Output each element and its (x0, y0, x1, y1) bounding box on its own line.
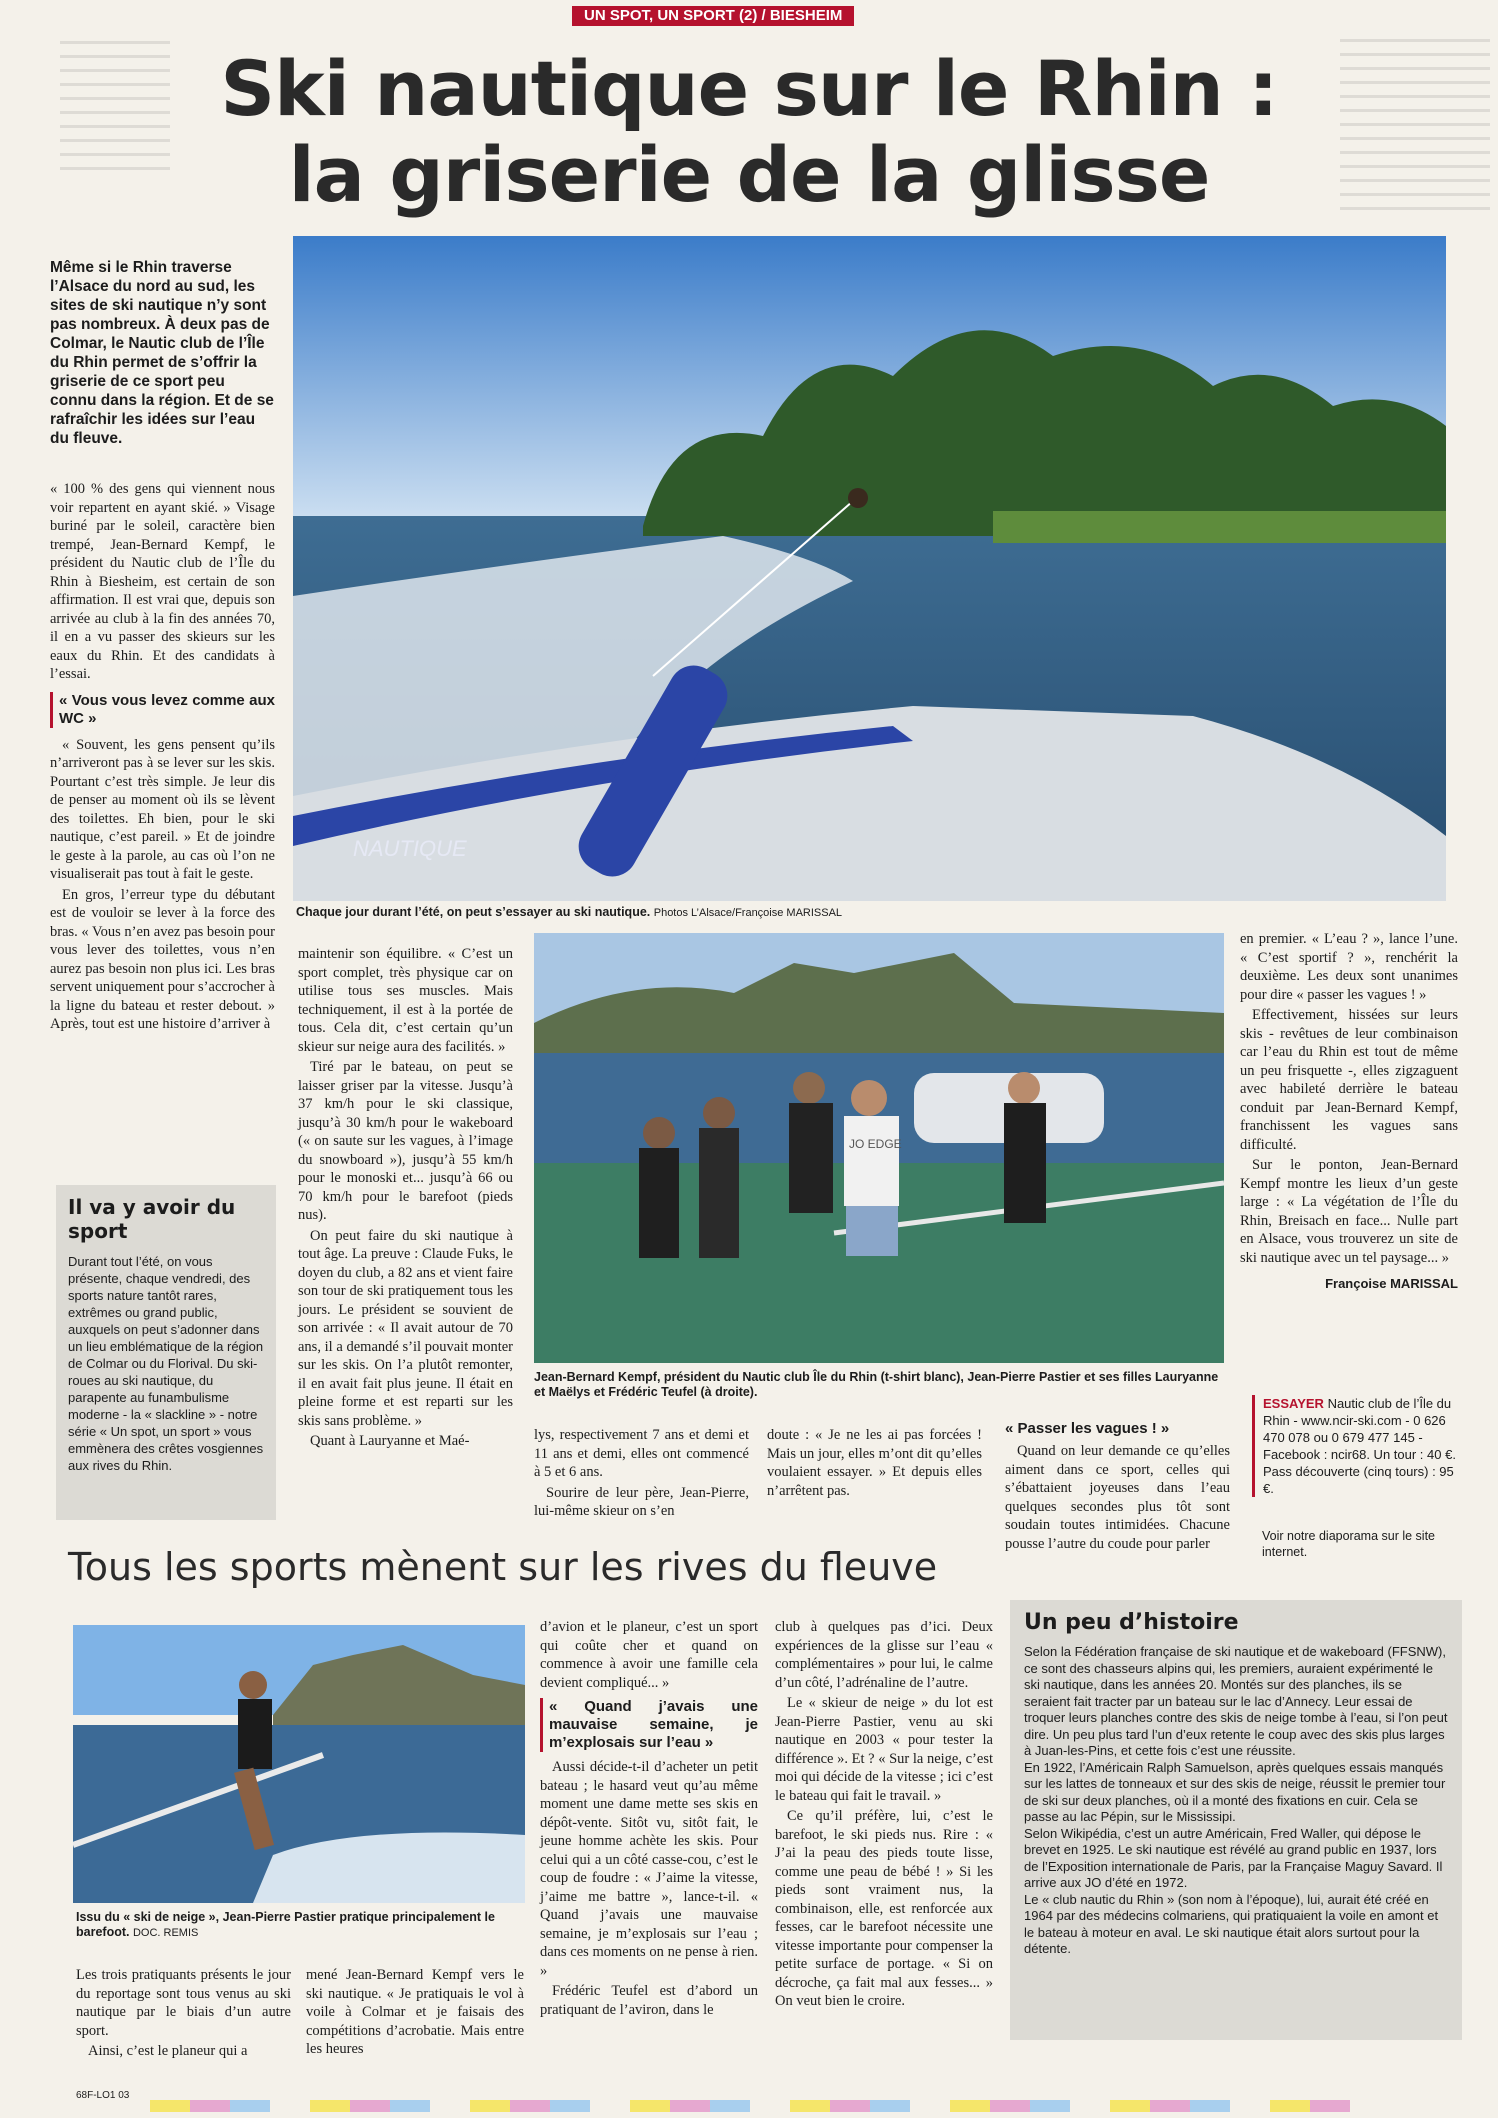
column-4 (767, 1426, 982, 1502)
col2-paragraph-1: maintenir son équilibre. « C’est un sport complet, très physique car on utilise tous ses muscles. Mais techniquement, il est à la portée de tous. Cela dit, c’est certain qu’un skieur sur neige aura des facilités. » (298, 946, 513, 1055)
section2-column-1 (76, 1966, 291, 2063)
headline-line-2: la griserie de la glisse (288, 130, 1210, 219)
column-2 (298, 945, 513, 1453)
col2-paragraph-4: Quant à Lauryanne et Maé- (310, 1433, 470, 1449)
history-paragraph-2: En 1922, l’Américain Ralph Samuelson, après quelques essais manqués sur les lattes de tonneaux et sur des skis de neige, réussit le premier tour de ski sur deux planches, où il a monté des fixations en cuir. Cela se passe au lac Pépin, sur le Mississipi. (1024, 1759, 1446, 1824)
photo1-credit: Photos L’Alsace/Françoise MARISSAL (653, 907, 843, 919)
history-paragraph-4: Le « club nautic du Rhin » (son nom à l’époque), lui, aurait été créé en 1964 par des médecins colmariens, qui pratiquaient la voile en amont et le bateau à moteur en aval. Le ski nautique était alors surtout pour la détente. (1024, 1891, 1439, 1956)
essayer-box (1252, 1395, 1468, 1497)
section2-column-4 (775, 1618, 993, 2013)
photo3-credit: DOC. REMIS (132, 1927, 199, 1939)
series-box-text: Durant tout l’été, on vous présente, chaque vendredi, des sports nature tantôt rares, extrêmes ou grand public, auxquels on peut s’adonner dans un lieu emblématique de la région de Colmar ou du Florival. Du ski-roues au ski nautique, du parapente au funambulisme moderne - la « slackline » - notre série « Un spot, un sport » vous emmènera des crêtes vosgiennes aux rives du Rhin. (68, 1254, 264, 1473)
color-calibration-strip (150, 2100, 1350, 2112)
skier-figure (848, 488, 868, 508)
col1-subheading: « Vous vous levez comme aux WC » (50, 692, 275, 728)
footer-code: 68F-LO1 03 (76, 2090, 130, 2101)
history-paragraph-3: Selon Wikipédia, c’est un autre Américain, Fred Waller, qui dépose le brevet en 1925. Le ski nautique est révélé au grand public en 1937, lors de l’Exposition internationale de Paris, par la Française Maguy Savard. Il arrive aux JO d’été en 1972. (1024, 1825, 1443, 1890)
s2c1-paragraph-2: Ainsi, c’est le planeur qui a (88, 2043, 248, 2059)
riverbank (993, 511, 1446, 543)
s2c3-paragraph-2: Aussi décide-t-il d’acheter un petit bateau ; le hasard veut qu’au même moment une dame mette ses skis en dépôt-vente. Sitôt vu, sitôt fait, le jeune homme achète les skis. Pour celui qui a un côté casse-cou, c’est le coup de foudre : « J’aime la vitesse, j’aime me battre », lance-t-il. « Quand j’avais une mauvaise semaine, je m’explosais sur l’eau ; dans ces moments on ne pense à rien. » (540, 1759, 758, 1979)
person-girl-2 (703, 1097, 735, 1129)
column-1 (50, 480, 275, 1036)
s2c1-paragraph-1: Les trois pratiquants présents le jour du reportage sont tous venus au ski nautique par le biais d’un autre sport. (76, 1967, 291, 2039)
col2-paragraph-2: Tiré par le bateau, on peut se laisser griser par la vitesse. Jusqu’à 37 km/h pour le ski classique, jusqu’à 30 km/h pour le wakeboard (« on saute sur les vagues, à l’image du snowboard »), jusqu’à 55 km/h pour le monoski et... jusqu’à 66 ou 70 km/h pour le barefoot (pieds nus). (298, 1059, 513, 1223)
col3-paragraph-1: lys, respectivement 7 ans et demi et 11 ans et demi, elles ont commencé à 5 et 6 ans. (534, 1427, 749, 1480)
col6-author: Françoise MARISSAL (1325, 1276, 1458, 1291)
essayer-label: ESSAYER (1263, 1396, 1324, 1411)
s2c3-paragraph-3: Frédéric Teufel est d’abord un pratiquant de l’aviron, dans le (540, 1983, 758, 2018)
person-jean-bernard (851, 1080, 887, 1116)
s2c4-paragraph-3: Ce qu’il préfère, lui, c’est le barefoot, le ski pieds nus. Rire : « J’ai la peau des pieds toute lisse, comme une peau de bébé ! » Si les pieds sont vraiment nus, la combinaison, elle, est renforcée aux fesses, car le barefoot nécessite une vitesse importante pour compenser la petite surface de portage. « Si on décroche, ça fait mal aux fesses... » On veut bien le croire. (775, 1808, 993, 2009)
history-box (1010, 1600, 1462, 2040)
s2c4-paragraph-1: club à quelques pas d’ici. Deux expériences de la glisse sur l’eau « complémentaires » pour lui, le calme d’un côté, l’adrénaline de l’autre. (775, 1619, 993, 1691)
col6-paragraph-1: en premier. « L’eau ? », lance l’une. « C’est sportif ? », renchérit la deuxième. Les deux sont unanimes pour dire « passer les vagues ! » (1240, 931, 1458, 1003)
section-kicker: UN SPOT, UN SPORT (2) / BIESHEIM (572, 6, 854, 26)
s2c4-paragraph-2: Le « skieur de neige » du lot est Jean-Pierre Pastier, venu au ski nautique en 2003 « pour tester la différence ». Et ? « Sur la neige, c’est moi qui décide de la vitesse ; ici c’est le bateau qui fait le travail. » (775, 1695, 993, 1804)
photo3-caption: Issu du « ski de neige », Jean-Pierre Pastier pratique principalement le barefoot. DOC. REMIS (76, 1910, 495, 1939)
col1-paragraph-3: En gros, l’erreur type du débutant est de vouloir se lever à la force des bras. « Vous n’en avez pas besoin pour vous lever des toilettes, vous n’en aurez pas besoin non plus ici. Les bras servent uniquement pour s’accrocher à la ligne du bateau et rester debout. » Après, tout est une histoire d’arriver à (50, 886, 275, 1032)
history-title: Un peu d’histoire (1024, 1610, 1239, 1635)
tshirt-text: JO EDGE (849, 1137, 902, 1151)
photo-skier-behind-boat (293, 236, 1446, 901)
essayer-web-note: Voir notre diaporama sur le site internet. (1262, 1529, 1436, 1559)
col5-paragraph-1: Quand on leur demande ce qu’elles aiment dans ce sport, celles qui s’ébattaient joyeuses dans l’eau quelques secondes plus tôt sont soudain toutes intimidées. Chacune pousse l’autre du coude pour parler (1005, 1443, 1230, 1552)
photo1-caption: Chaque jour durant l’été, on peut s’essayer au ski nautique. Photos L’Alsace/Françoise MARISSAL (296, 905, 843, 919)
column-3 (534, 1426, 749, 1523)
s2c3-paragraph-1: d’avion et le planeur, c’est un sport qui coûte cher et quand on commence à avoir une famille cela devient compliqué... » (540, 1619, 758, 1691)
series-box-title: Il va y avoir du sport (68, 1195, 236, 1243)
photo-group-on-pontoon (534, 933, 1224, 1363)
col6-paragraph-2: Effectivement, hissées sur leurs skis - revêtues de leur combinaison car l’eau du Rhin est tout de même un peu frisquette -, elles zigzaguent avec habileté derrière le bateau conduit par Jean-Bernard Kempf, franchissent les vagues sans difficulté. (1240, 1007, 1458, 1153)
barefoot-skier (239, 1671, 267, 1699)
photo-barefoot-skier (73, 1625, 525, 1903)
boat-brand-text: NAUTIQUE (353, 836, 467, 861)
headline-line-1: Ski nautique sur le Rhin : (220, 44, 1278, 133)
col5-subheading: « Passer les vagues ! » (1005, 1420, 1170, 1437)
column-6 (1240, 930, 1458, 1294)
col3-paragraph-2: Sourire de leur père, Jean-Pierre, lui-même skieur on s’en (534, 1484, 749, 1519)
lead-paragraph: Même si le Rhin traverse l’Alsace du nord au sud, les sites de ski nautique n’y sont pas nombreux. À deux pas de Colmar, le Nautic club de l’Île du Rhin permet de s’offrir la griserie de ce sport peu connu dans la région. Et de se rafraîchir les idées sur l’eau du fleuve. (50, 259, 274, 447)
column-5 (1005, 1420, 1230, 1555)
section2-column-2 (306, 1966, 524, 2061)
person-jean-pierre (793, 1072, 825, 1104)
history-paragraph-1: Selon la Fédération française de ski nautique et de wakeboard (FFSNW), ce sont des chasseurs alpins qui, les premiers, auraient expérimenté le ski nautique, dans les années 20. Montés sur des planches, ils se seraient fait tracter par un bateau sur le lac d’Annecy. Leur essai de troquer leurs planches contre des skis de neige tombe à l’eau, si l’on peut dire. Un peu plus tard l’un d’eux retente le coup avec des skis plus larges à Juan-les-Pins, et cette fois c’est une réussite. (1024, 1644, 1448, 1758)
series-info-box (56, 1185, 276, 1520)
person-frederic (1008, 1072, 1040, 1104)
section2-column-3 (540, 1618, 758, 2021)
section2-title: Tous les sports mènent sur les rives du fleuve (68, 1545, 938, 1589)
photo2-caption: Jean-Bernard Kempf, président du Nautic club Île du Rhin (t-shirt blanc), Jean-Pierre Pastier et ses filles Lauryanne et Maëlys et Frédéric Teufel (à droite). (534, 1370, 1219, 1399)
s2c3-subheading: « Quand j’avais une mauvaise semaine, je m’explosais sur l’eau » (540, 1698, 758, 1752)
col1-paragraph-1: « 100 % des gens qui viennent nous voir repartent en ayant skié. » Visage buriné par le soleil, caractère bien trempé, Jean-Bernard Kempf, le président du Nautic club de l’Île du Rhin à Biesheim, est certain de son affirmation. Il est vrai que, depuis son arrivée au club à la fin des années 70, il en a vu passer des skieurs sur les eaux du Rhin. Et des candidats à l’essai. (50, 481, 275, 682)
essayer-text: Nautic club de l’Île du Rhin - www.ncir-ski.com - 0 626 470 078 ou 0 679 477 145 - Facebook : ncir68. Un tour : 40 €. Pass découverte (cinq tours) : 95 €. (1263, 1396, 1456, 1496)
col2-paragraph-3: On peut faire du ski nautique à tout âge. La preuve : Claude Fuks, le doyen du club, a 82 ans et vient faire son tour de ski pratiquement tous les jours. Le président se souvient de son arrivée : « Il avait autour de 70 ans, il a demandé s’il pouvait monter sur les skis. On l’a plutôt remonter, il en avait fait plus jeune. Il était en pleine forme et est reparti sur les skis sans problème. » (298, 1227, 513, 1429)
col1-paragraph-2: « Souvent, les gens pensent qu’ils n’arriveront pas à se lever sur les skis. Pourtant c’est très simple. Je leur dis de penser au moment où ils se lèvent des toilettes. Eh bien, pour le ski nautique, c’est pareil. » Et de joindre le geste à la parole, au cas où l’on ne visualiserait pas tout à fait le geste. (50, 736, 275, 882)
col4-paragraph-1: doute : « Je ne les ai pas forcées ! Mais un jour, elles m’ont dit qu’elles voulaient essayer. » Et depuis elles n’arrêtent pas. (767, 1427, 982, 1499)
person-girl-1 (643, 1117, 675, 1149)
col6-paragraph-3: Sur le ponton, Jean-Bernard Kempf montre les lieux d’un geste large : « La végétation de l’Île du Rhin, Breisach en face... Nulle part en Alsace, vous trouverez un site de ski nautique avec un tel paysage... » (1240, 1157, 1458, 1266)
s2c2-paragraph-1: mené Jean-Bernard Kempf vers le ski nautique. « Je pratiquais le vol à voile à Colmar et je faisais des compétitions d’acrobatie. Mais entre les heures (306, 1967, 524, 2057)
